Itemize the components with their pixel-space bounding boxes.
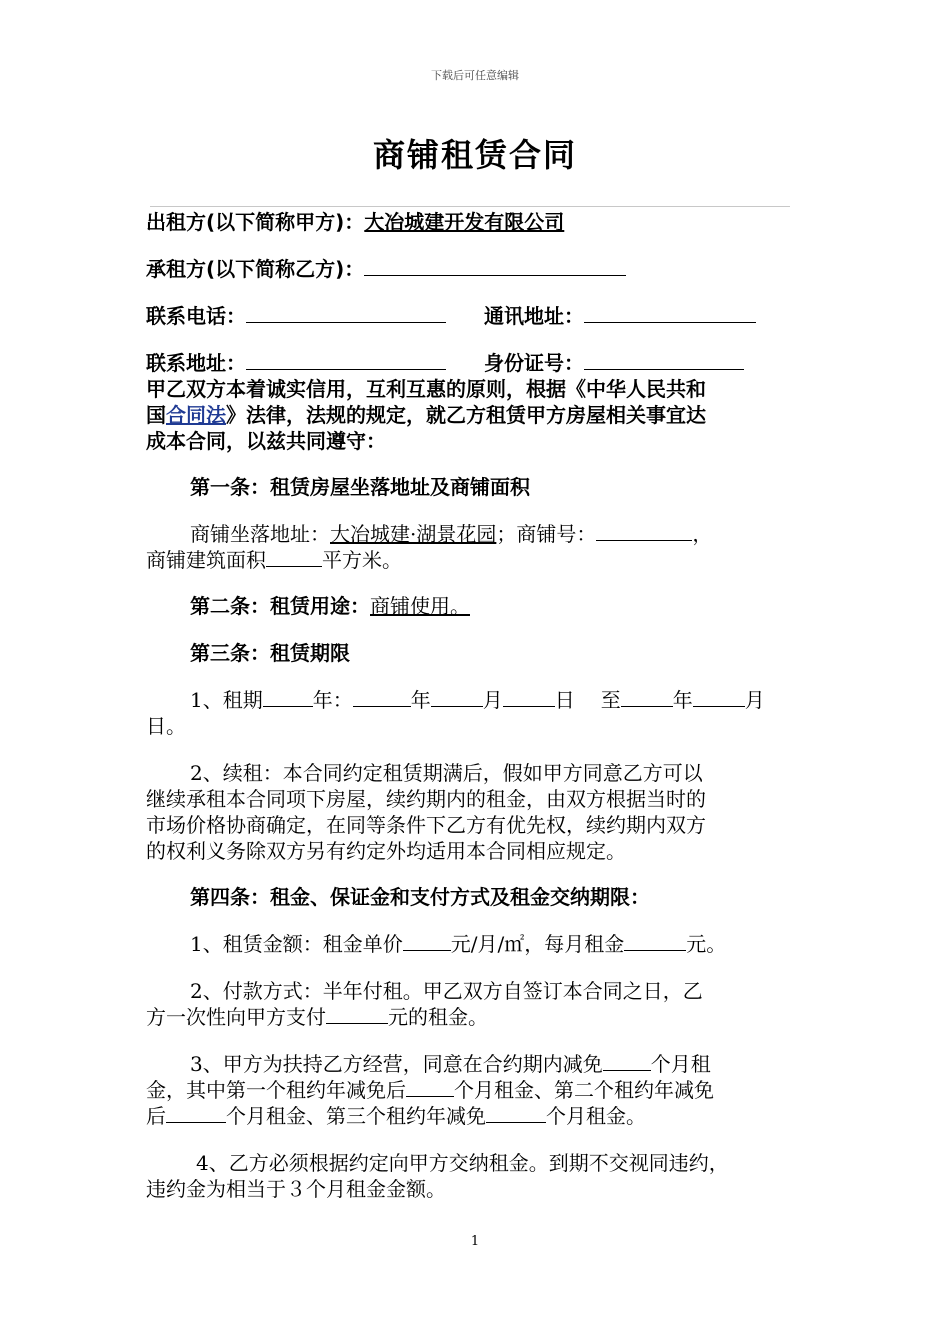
start-day-blank[interactable] bbox=[503, 688, 555, 707]
preamble-line-3: 成本合同，以兹共同遵守： bbox=[146, 429, 386, 453]
contact-address-blank[interactable] bbox=[246, 351, 446, 370]
renewal-line-3: 市场价格协商确定，在同等条件下乙方有优先权，续约期内双方 bbox=[146, 813, 706, 837]
id-blank[interactable] bbox=[584, 351, 744, 370]
lessee-label: 承租方(以下简称乙方)： bbox=[146, 257, 365, 281]
waiver-year3-blank[interactable] bbox=[486, 1104, 546, 1123]
waiver-line-3: 后 个月租金、第三个租约年减免 个月租金。 bbox=[146, 1104, 646, 1128]
phone-label: 联系电话： bbox=[146, 304, 246, 328]
lessee-blank[interactable] bbox=[364, 257, 626, 276]
id-line bbox=[484, 347, 744, 376]
lessor-label: 出租方(以下简称甲方)： bbox=[146, 210, 365, 234]
lease-term-line: 1、租期 年： 年 月 日 至 年 月 bbox=[190, 688, 765, 712]
mail-address-blank[interactable] bbox=[584, 304, 756, 323]
area-blank[interactable] bbox=[266, 548, 322, 567]
penalty-line-1: 4、乙方必须根据约定向甲方交纳租金。到期不交视同违约， bbox=[196, 1151, 729, 1175]
term-years-blank[interactable] bbox=[263, 688, 313, 707]
waiver-total-blank[interactable] bbox=[603, 1052, 651, 1071]
article2-line bbox=[190, 590, 470, 619]
payment-line-2: 方一次性向甲方支付 元的租金。 bbox=[146, 1005, 488, 1029]
contact-address-label: 联系地址： bbox=[146, 351, 246, 375]
article1-area-line: 商铺建筑面积 平方米。 bbox=[146, 548, 402, 572]
rent-amount-line: 1、租赁金额：租金单价 元/月/㎡，每月租金 元。 bbox=[190, 932, 727, 956]
mail-address-label: 通讯地址： bbox=[484, 304, 584, 328]
article3-heading: 第三条：租赁期限 bbox=[190, 641, 350, 665]
end-year-blank[interactable] bbox=[621, 688, 673, 707]
shop-address-value: 大冶城建·湖景花园 bbox=[330, 522, 497, 546]
waiver-year1-blank[interactable] bbox=[406, 1078, 454, 1097]
mail-address-line bbox=[484, 300, 756, 329]
lump-sum-blank[interactable] bbox=[326, 1005, 388, 1024]
payment-line-1: 2、付款方式：半年付租。甲乙双方自签订本合同之日，乙 bbox=[190, 979, 703, 1003]
phone-blank[interactable] bbox=[246, 304, 446, 323]
preamble-line-2: 国合同法》法律，法规的规定，就乙方租赁甲方房屋相关事宜达 bbox=[146, 403, 706, 427]
id-label: 身份证号： bbox=[484, 351, 584, 375]
monthly-rent-blank[interactable] bbox=[624, 932, 686, 951]
phone-line bbox=[146, 300, 446, 329]
article1-heading: 第一条：租赁房屋坐落地址及商铺面积 bbox=[190, 475, 530, 499]
waiver-line-1: 3、甲方为扶持乙方经营，同意在合约期内减免 个月租 bbox=[190, 1052, 711, 1076]
lessor-line bbox=[146, 206, 564, 235]
article2-value: 商铺使用。 bbox=[370, 594, 470, 618]
lessee-line bbox=[146, 253, 626, 282]
lessor-name: 大冶城建开发有限公司 bbox=[364, 210, 565, 234]
start-year-blank[interactable] bbox=[353, 688, 411, 707]
article4-heading: 第四条：租金、保证金和支付方式及租金交纳期限： bbox=[190, 885, 650, 909]
end-month-blank[interactable] bbox=[693, 688, 745, 707]
article1-address-line: 商铺坐落地址：大冶城建·湖景花园；商铺号： ， bbox=[190, 522, 713, 546]
renewal-line-4: 的权利义务除双方另有约定外均适用本合同相应规定。 bbox=[146, 839, 626, 863]
waiver-line-2: 金，其中第一个租约年减免后 个月租金、第二个租约年减免 bbox=[146, 1078, 714, 1102]
start-month-blank[interactable] bbox=[431, 688, 483, 707]
renewal-line-1: 2、续租：本合同约定租赁期满后，假如甲方同意乙方可以 bbox=[190, 761, 703, 785]
document-title: 商铺租赁合同 bbox=[372, 136, 577, 174]
unit-price-blank[interactable] bbox=[403, 932, 451, 951]
preamble-line-1: 甲乙双方本着诚实信用，互利互惠的原则，根据《中华人民共和 bbox=[146, 377, 706, 401]
waiver-year2-blank[interactable] bbox=[166, 1104, 226, 1123]
penalty-line-2: 违约金为相当于３个月租金金额。 bbox=[146, 1177, 446, 1201]
lease-term-line-2: 日。 bbox=[146, 714, 186, 738]
contact-address-line bbox=[146, 347, 446, 376]
renewal-line-2: 继续承租本合同项下房屋，续约期内的租金，由双方根据当时的 bbox=[146, 787, 706, 811]
header-note: 下载后可任意编辑 bbox=[431, 69, 519, 82]
shop-number-blank[interactable] bbox=[596, 522, 692, 541]
contract-law-link[interactable]: 合同法 bbox=[166, 403, 226, 427]
article2-heading: 第二条：租赁用途： bbox=[190, 594, 370, 618]
page-number: 1 bbox=[470, 1234, 480, 1249]
